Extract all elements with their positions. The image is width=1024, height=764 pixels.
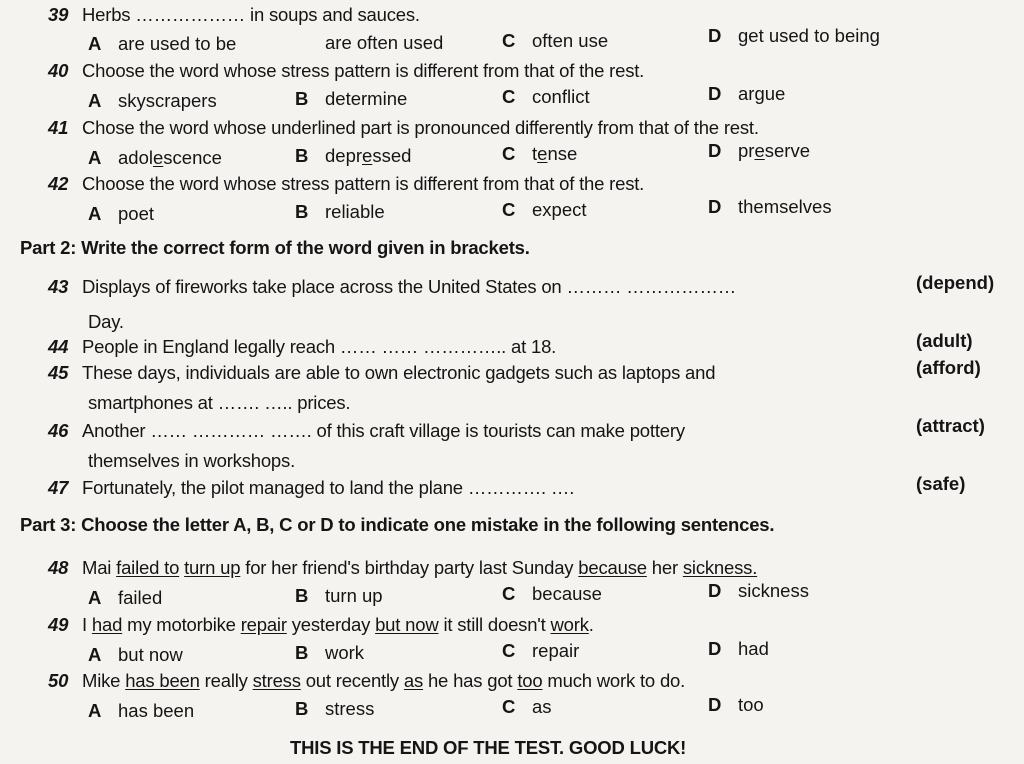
option-a: A poet	[88, 203, 155, 224]
question-39: 39 Herbs ……………… in soups and sauces.	[48, 4, 420, 25]
question-42: 42 Choose the word whose stress pattern is different from that of the rest.	[48, 173, 645, 194]
option-c: C often use	[502, 30, 609, 51]
question-40: 40 Choose the word whose stress pattern is different from that of the rest.	[48, 60, 645, 81]
question-49: 49 I had my motorbike repair yesterday but now it still doesn't work.	[48, 614, 594, 635]
option-a: A but now	[88, 644, 183, 665]
part-2-heading: Part 2: Write the correct form of the word given in brackets.	[20, 237, 530, 258]
option-c: C expect	[502, 199, 587, 220]
option-a: A failed	[88, 587, 163, 608]
hint-word: (safe)	[916, 473, 966, 494]
option-b: B stress	[295, 698, 375, 719]
question-48: 48 Mai failed to turn up for her friend's birthday party last Sunday because her sickness.	[48, 557, 758, 578]
option-b: B depressed	[295, 145, 412, 166]
question-46: 46 Another …… ………… ……. of this craft village is tourists can make pottery	[48, 420, 685, 441]
option-c: C because	[502, 583, 602, 604]
option-d: D argue	[708, 83, 786, 104]
question-46-line-2: themselves in workshops.	[88, 450, 296, 471]
option-a: A has been	[88, 700, 195, 721]
option-b: B determine	[295, 88, 408, 109]
option-d: D get used to being	[708, 25, 880, 46]
option-d: D had	[708, 638, 769, 659]
option-d: D themselves	[708, 196, 832, 217]
option-c: C repair	[502, 640, 580, 661]
question-44: 44 People in England legally reach …… …… ………….. at 18.	[48, 336, 557, 357]
option-d: D too	[708, 694, 764, 715]
option-d: D preserve	[708, 140, 810, 161]
hint-word: (afford)	[916, 357, 981, 378]
question-41: 41 Chose the word whose underlined part is pronounced differently from that of the rest.	[48, 117, 759, 138]
option-c: C as	[502, 696, 552, 717]
option-d: D sickness	[708, 580, 809, 601]
question-47: 47 Fortunately, the pilot managed to land the plane …………. ….	[48, 477, 575, 498]
option-b: B work	[295, 642, 365, 663]
option-b: are often used	[325, 32, 444, 53]
option-a: A adolescence	[88, 147, 222, 168]
question-45-line-2: smartphones at ……. ….. prices.	[88, 392, 351, 413]
option-c: C tense	[502, 143, 578, 164]
question-number: 39	[48, 4, 69, 25]
question-43: 43 Displays of fireworks take place across the United States on ……… ………………	[48, 276, 737, 297]
end-of-test-message: THIS IS THE END OF THE TEST. GOOD LUCK!	[290, 737, 687, 758]
question-50: 50 Mike has been really stress out recently as he has got too much work to do.	[48, 670, 686, 691]
option-b: B turn up	[295, 585, 383, 606]
option-b: B reliable	[295, 201, 385, 222]
hint-word: (depend)	[916, 272, 995, 293]
question-45: 45 These days, individuals are able to own electronic gadgets such as laptops and	[48, 362, 716, 383]
question-43-line-2: Day.	[88, 311, 124, 332]
option-a: A are used to be	[88, 33, 237, 54]
hint-word: (adult)	[916, 330, 973, 351]
option-a: A skyscrapers	[88, 90, 217, 111]
option-c: C conflict	[502, 86, 590, 107]
part-3-heading: Part 3: Choose the letter A, B, C or D to indicate one mistake in the following sentences.	[20, 514, 775, 535]
hint-word: (attract)	[916, 415, 985, 436]
